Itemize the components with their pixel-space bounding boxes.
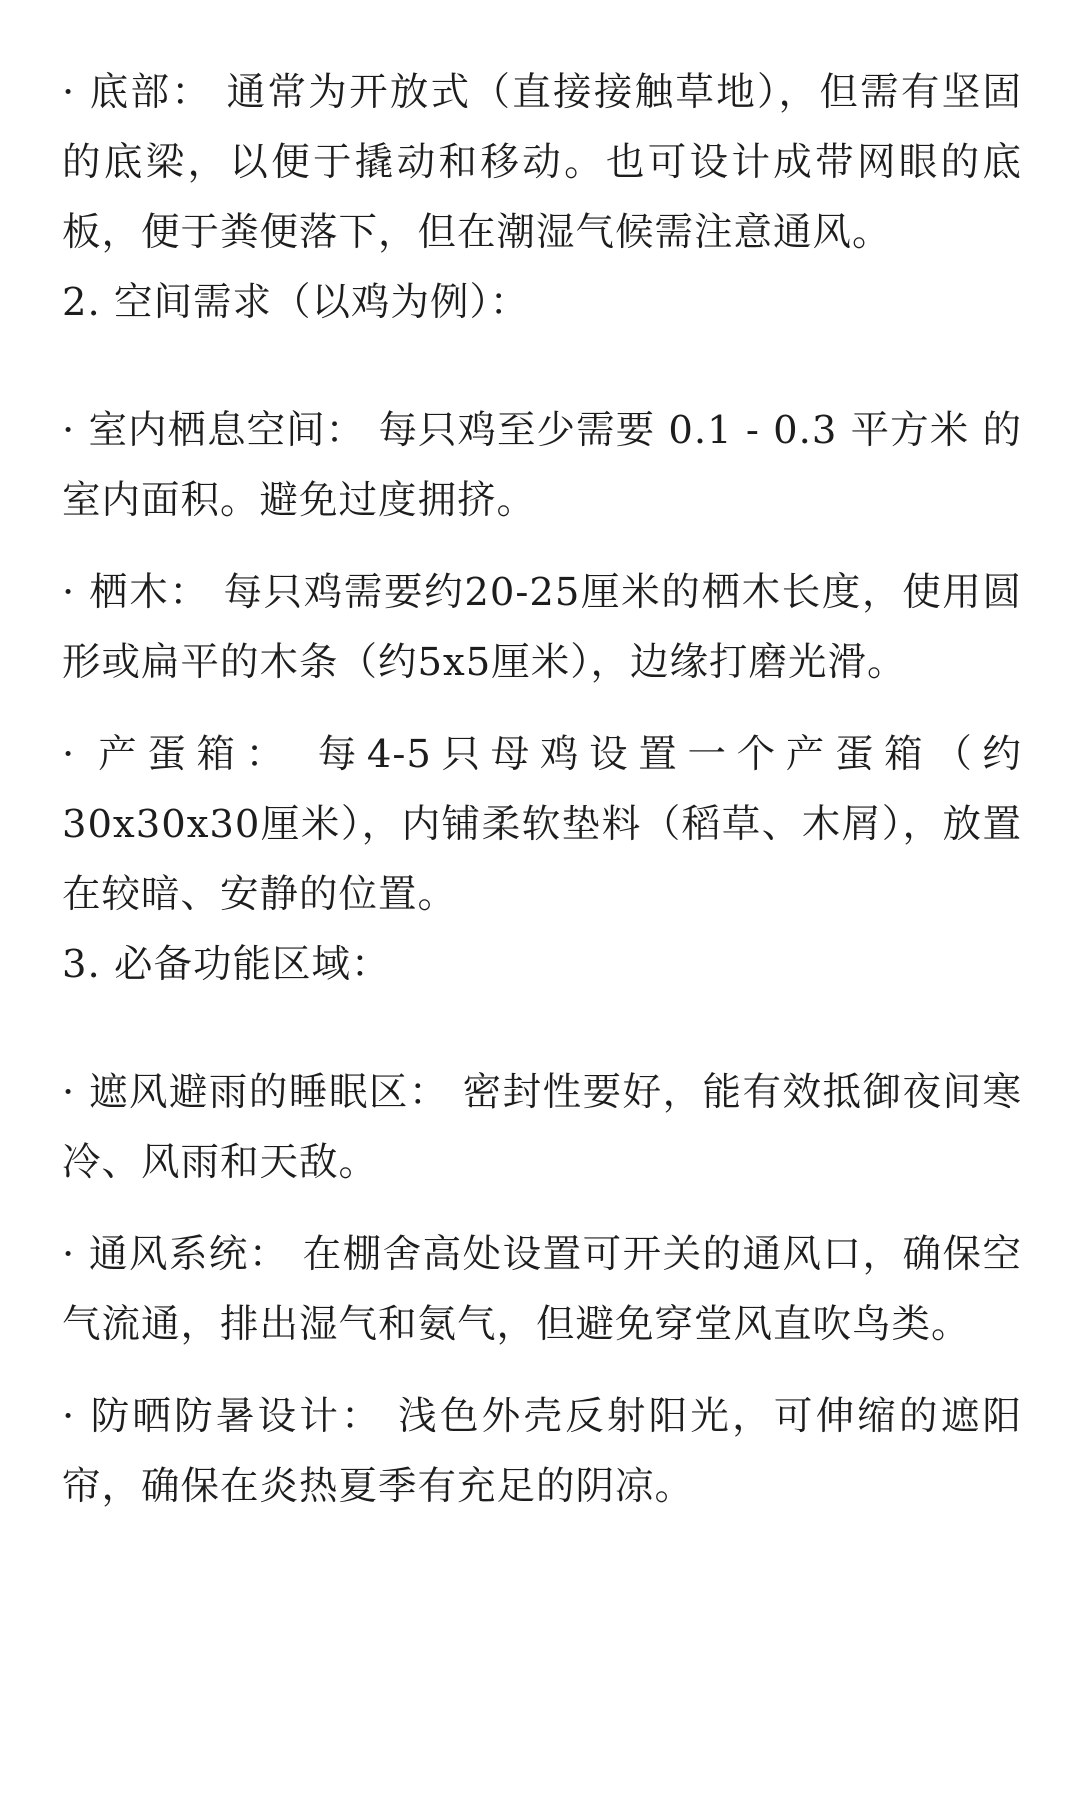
- paragraph-text: 每只鸡需要约20-25厘米的栖木长度，使用圆形或扁平的木条（约5x5厘米），边缘打磨光滑。: [62, 570, 1022, 685]
- paragraph-label: · 底部：: [62, 70, 213, 115]
- section-heading-space-needs: 2. 空间需求（以鸡为例）：: [62, 280, 530, 325]
- paragraph-label: · 防晒防暑设计：: [62, 1394, 383, 1439]
- paragraph-label: · 栖木：: [62, 570, 210, 615]
- paragraph-sun-protection: [62, 1382, 1022, 1522]
- section-heading-functional-areas: 3. 必备功能区域：: [62, 942, 391, 987]
- paragraph-sleeping-area: [62, 1058, 1022, 1198]
- paragraph-bottom: [62, 58, 1022, 268]
- paragraph-ventilation: [62, 1220, 1022, 1360]
- paragraph-text: 在棚舍高处设置可开关的通风口，确保空气流通，排出湿气和氨气，但避免穿堂风直吹鸟类。: [62, 1232, 1022, 1347]
- paragraph-text: 每只鸡至少需要 0.1 - 0.3 平方米 的室内面积。避免过度拥挤。: [62, 408, 1022, 523]
- paragraph-label: · 遮风避雨的睡眠区：: [62, 1070, 449, 1115]
- paragraph-text: 密封性要好，能有效抵御夜间寒冷、风雨和天敌。: [62, 1070, 1022, 1185]
- paragraph-text: 每4-5只母鸡设置一个产蛋箱（约30x30x30厘米），内铺柔软垫料（稻草、木屑），放置在较暗、安静的位置。: [62, 732, 1022, 917]
- paragraph-perch: [62, 558, 1022, 698]
- paragraph-text: 通常为开放式（直接接触草地），但需有坚固的底梁，以便于撬动和移动。也可设计成带网眼的底板，便于粪便落下，但在潮湿气候需注意通风。: [62, 70, 1022, 255]
- paragraph-text: 浅色外壳反射阳光，可伸缩的遮阳帘，确保在炎热夏季有充足的阴凉。: [62, 1394, 1022, 1509]
- paragraph-indoor-space: [62, 396, 1022, 536]
- paragraph-label: · 室内栖息空间：: [62, 408, 366, 453]
- paragraph-label: · 产蛋箱：: [62, 732, 295, 777]
- paragraph-label: · 通风系统：: [62, 1232, 289, 1277]
- paragraph-nest-box: [62, 720, 1022, 930]
- document-body: [62, 58, 1022, 1522]
